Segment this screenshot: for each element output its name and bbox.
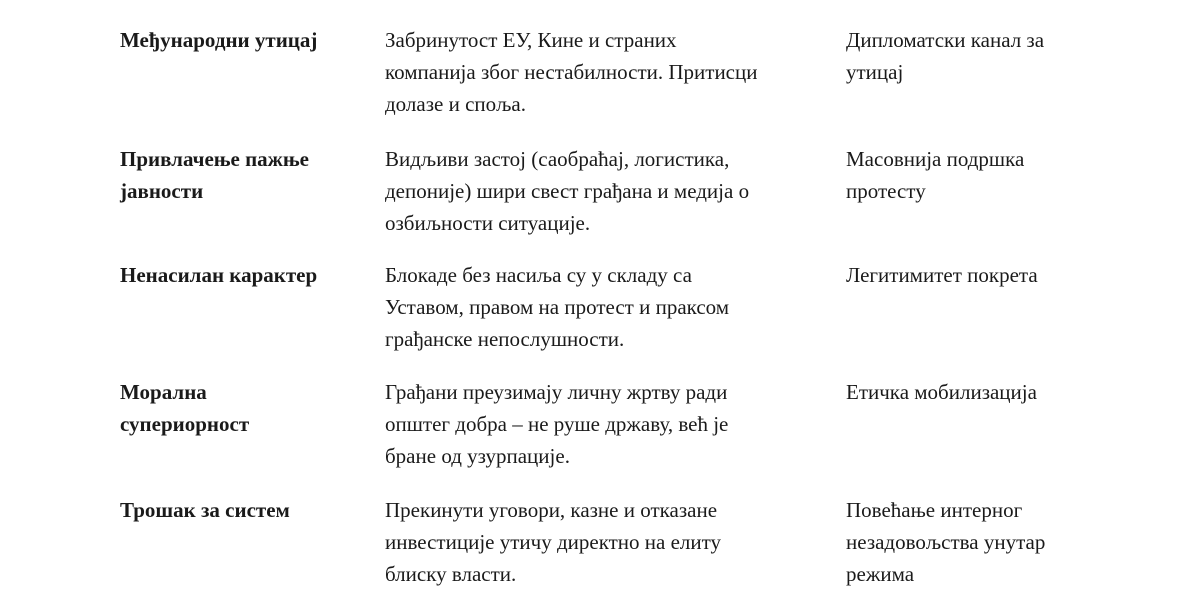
description-cell: Забринутост ЕУ, Кине и страних компанија због нестабилности. Притисци долазе и споља.: [385, 28, 758, 116]
description-cell: Прекинути уговори, казне и отказане инвестиције утичу директно на елиту блиску власти.: [385, 498, 722, 586]
effect-cell: Легитимитет покрета: [846, 263, 1038, 287]
effect-cell: Масовнија подршка протесту: [846, 147, 1025, 203]
effect-cell: Етичка мобилизација: [846, 380, 1037, 404]
description-cell: Блокаде без насиља су у складу са Уставом, правом на протест и праксом грађанске непослушности.: [385, 263, 730, 351]
effect-cell: Дипломатски канал за утицај: [846, 28, 1045, 84]
factor-cell: Ненасилан карактер: [120, 263, 318, 287]
effect-cell: Повећање интерног незадовољства унутар режима: [846, 498, 1046, 586]
factor-cell: Привлачење пажње јавности: [120, 147, 309, 203]
factor-cell: Морална супериорност: [120, 380, 250, 436]
factor-cell: Трошак за систем: [120, 498, 290, 522]
factor-cell: Међународни утицај: [120, 28, 318, 52]
description-cell: Грађани преузимају личну жртву ради општег добра – не руше државу, већ је бране од узурпације.: [385, 380, 729, 468]
description-cell: Видљиви застој (саобраћај, логистика, депоније) шири свест грађана и медија о озбиљности ситуације.: [385, 147, 750, 235]
